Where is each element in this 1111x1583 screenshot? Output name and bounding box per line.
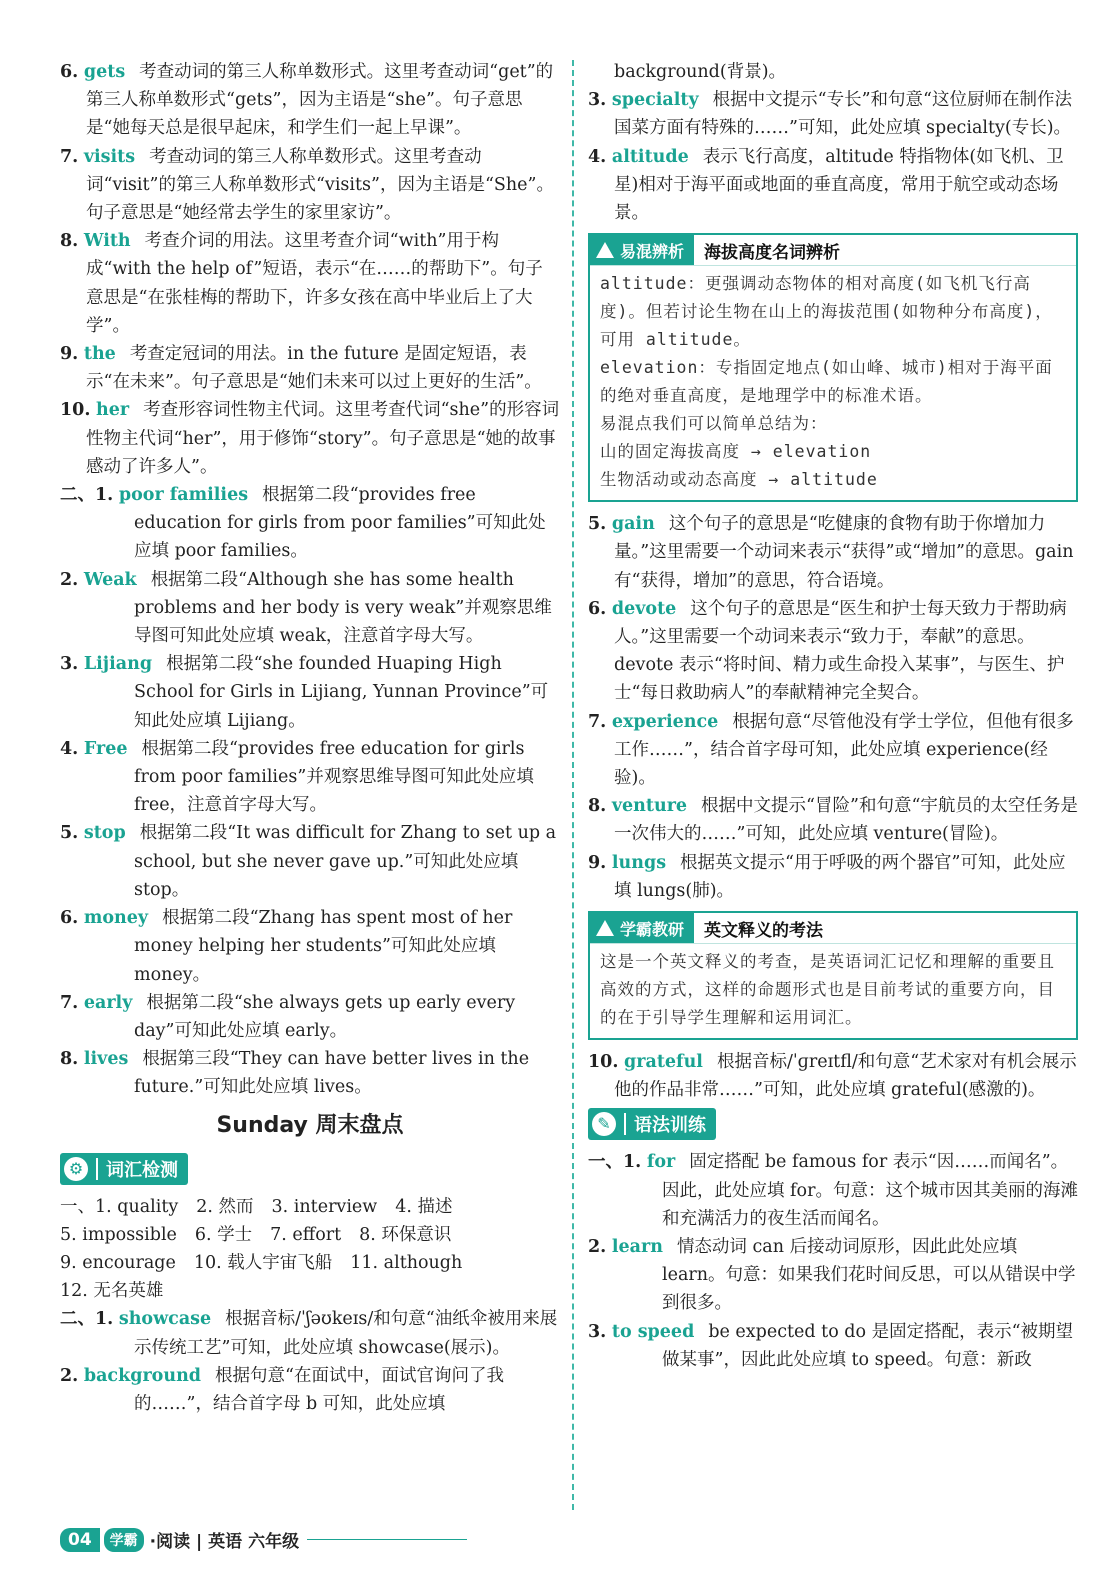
vocab-answer: 3. interview	[271, 1196, 378, 1217]
answer-word: Free	[83, 738, 128, 759]
grammar-section-label: 语法训练	[634, 1115, 706, 1137]
box-title: 英文释义的考法	[704, 920, 824, 941]
continued-answer: background(背景)。	[614, 62, 787, 82]
answer-word: poor families	[118, 485, 249, 506]
explanation-text: 考查动词的第三人称单数形式。这里考查动词“get”的第三人称单数形式“gets”，因为主语是“she”。句子意思是“她每天总是很早起床，和学生们一起上早课”。	[86, 62, 554, 139]
answer-item	[588, 708, 1078, 793]
answer-item	[60, 58, 560, 143]
answer-item	[60, 396, 560, 481]
answer-item	[60, 1045, 560, 1101]
item-number: 6.	[60, 62, 79, 82]
explanation-text: 根据中文提示“冒险”和句意“宇航员的太空任务是一次伟大的……”可知，此处应填 venture(冒险)。	[614, 796, 1078, 845]
answer-word: With	[83, 231, 131, 252]
item-number: 5.	[60, 823, 79, 844]
answer-item	[60, 143, 560, 228]
vocab-answer: 2. 然而	[196, 1196, 254, 1217]
item-number: 2.	[60, 569, 79, 590]
answer-word: for	[646, 1152, 676, 1173]
item-number: 3.	[60, 654, 79, 675]
explanation-text: 考查动词的第三人称单数形式。这里考查动词“visit”的第三人称单数形式“visits”，因为主语是“She”。句子意思是“她经常去学生的家里家访”。	[86, 146, 554, 224]
answer-word: to speed	[611, 1321, 695, 1342]
item-number: 8.	[60, 231, 79, 252]
vocab-list	[60, 1193, 560, 1306]
box-line: 易混点我们可以简单总结为：	[600, 414, 828, 434]
item-number: 10.	[588, 1052, 619, 1073]
vocab-answer: 5. impossible	[60, 1224, 177, 1245]
vocab-answer: 9. encourage	[60, 1252, 176, 1273]
answer-word: money	[83, 908, 149, 929]
answer-item	[588, 849, 1078, 905]
answer-word: stop	[83, 823, 126, 844]
explanation-text: 这个句子的意思是“吃健康的食物有助于你增加力量。”这里需要一个动词来表示“获得”或“增加”的意思。gain 有“获得，增加”的意思，符合语境。	[614, 514, 1074, 591]
item-number: 4.	[588, 146, 607, 167]
answer-word: Weak	[83, 569, 137, 590]
explanation-text: 根据第二段“Zhang has spent most of her money helping her students”可知此处应填 money。	[134, 908, 513, 985]
answer-item	[60, 481, 560, 566]
vocab-row	[60, 1221, 560, 1249]
answer-item	[60, 1362, 560, 1418]
item-number: 2.	[60, 1365, 79, 1386]
explanation-text: 根据第二段“provides free education for girls from poor families”并观察思维导图可知此处应填 free，注意首字母大写。	[134, 738, 534, 816]
item-number: 6.	[60, 908, 79, 929]
item-number: 7.	[588, 711, 607, 732]
item-number: 4.	[60, 738, 79, 759]
item-number: 2.	[588, 1237, 607, 1258]
answer-item	[588, 143, 1078, 228]
answer-item	[60, 989, 560, 1045]
section-prefix: 一、	[588, 1152, 623, 1173]
explanation-text: 根据第二段“she founded Huaping High School for Girls in Lijiang, Yunnan Province”可知此处应填 Lijiang。	[134, 654, 549, 731]
item-number: 8.	[60, 1049, 79, 1070]
warning-icon	[596, 920, 614, 936]
vocab-section-header	[60, 1153, 188, 1185]
item-number: 3.	[588, 1321, 607, 1342]
vocab-answer: 8. 环保意识	[359, 1224, 452, 1245]
item-number: 3.	[588, 90, 607, 111]
answer-item	[60, 650, 560, 735]
footer-text: ·阅读 | 英语 六年级	[149, 1532, 300, 1552]
box-line: 山的固定海拔高度 → elevation	[600, 442, 872, 462]
answer-word: her	[96, 400, 130, 421]
answer-word: gain	[611, 514, 655, 535]
explanation-text: 根据第二段“It was difficult for Zhang to set up a school, but she never gave up.”可知此处应填 stop。	[134, 823, 557, 900]
answer-item	[60, 735, 560, 820]
grammar-section-header	[588, 1108, 716, 1140]
vocab-answer: 12. 无名英雄	[60, 1281, 164, 1302]
explanation-text: 根据音标/ˈʃəʊkeɪs/和句意“油纸伞被用来展示传统工艺”可知，此处应填 showcase(展示)。	[134, 1309, 558, 1358]
item-number: 9.	[588, 852, 607, 873]
answer-word: learn	[611, 1237, 663, 1258]
answer-item	[60, 566, 560, 651]
vocab-answer: 4. 描述	[395, 1196, 453, 1217]
item-number: 10.	[60, 400, 91, 421]
answer-item	[60, 227, 560, 340]
box-tag: 学霸教研	[620, 919, 685, 939]
explanation-text: 根据英文提示“用于呼吸的两个器官”可知，此处应填 lungs(肺)。	[614, 852, 1066, 901]
right-column	[588, 58, 1078, 1374]
answer-word: showcase	[118, 1309, 212, 1330]
explanation-text: 考查介词的用法。这里考查介词“with”用于构成“with the help of”短语，表示“在……的帮助下”。句子意思是“在张桂梅的帮助下，许多女孩在高中毕业后上了大学”。	[86, 231, 543, 336]
explanation-text: 考查定冠词的用法。in the future 是固定短语，表示“在未来”。句子意思是“她们未来可以过上更好的生活”。	[86, 344, 542, 393]
confusion-box	[588, 233, 1078, 502]
vocab-answer: 11. although	[350, 1252, 463, 1273]
explanation-text: 根据第三段“They can have better lives in the future.”可知此处应填 lives。	[134, 1049, 530, 1098]
box-line: 这是一个英文释义的考查，是英语词汇记忆和理解的重要且高效的方式，这样的命题形式也是目前考试的重要方向，目的在于引导学生理解和运用词汇。	[600, 952, 1055, 1028]
answer-word: lives	[83, 1049, 129, 1070]
explanation-text: 根据第二段“provides free education for girls from poor families”可知此处应填 poor families。	[134, 485, 546, 562]
answer-item	[588, 1318, 1078, 1374]
explanation-text: 根据音标/ˈɡreɪtfl/和句意“艺术家对有机会展示他的作品非常……”可知，此处应填 grateful(感激的)。	[614, 1052, 1077, 1101]
box-line: 生物活动或动态高度 → altitude	[600, 470, 878, 490]
warning-icon	[596, 242, 614, 258]
item-number: 1.	[623, 1152, 642, 1173]
explanation-text: 表示飞行高度，altitude 特指物体(如飞机、卫星)相对于海平面或地面的垂直高度，常用于航空或动态场景。	[614, 146, 1064, 224]
answer-item	[588, 1233, 1078, 1318]
answer-item	[60, 340, 560, 396]
answer-word: visits	[83, 146, 136, 167]
answer-item	[588, 792, 1078, 848]
explanation-text: be expected to do 是固定搭配，表示“被期望做某事”，因此此处应填 to speed。句意：新政	[662, 1321, 1074, 1370]
vocab-row	[60, 1249, 560, 1277]
explanation-text: 根据第二段“she always gets up early every day”可知此处应填 early。	[134, 992, 516, 1041]
box-title: 海拔高度名词辨析	[704, 242, 841, 263]
research-box	[588, 911, 1078, 1040]
answer-word: altitude	[611, 146, 689, 167]
page-footer	[60, 1527, 467, 1552]
item-number: 8.	[588, 796, 607, 817]
explanation-text: 固定搭配 be famous for 表示“因……而闻名”。因此，此处应填 for。句意：这个城市因其美丽的海滩和充满活力的夜生活而闻名。	[662, 1152, 1078, 1229]
explanation-text: 根据句意“在面试中，面试官询问了我的……”，结合首字母 b 可知，此处应填	[134, 1365, 504, 1414]
answer-item	[60, 1305, 560, 1361]
vocab-row	[60, 1193, 560, 1221]
box-tag: 易混辨析	[620, 241, 685, 261]
tools-icon: ✎	[592, 1112, 616, 1136]
vocab-answer: 6. 学士	[194, 1224, 253, 1245]
vocab-answer: 10. 载人宇宙飞船	[193, 1252, 333, 1273]
section-prefix: 二、	[60, 485, 95, 506]
explanation-text: 根据第二段“Although she has some health problems and her body is very weak”并观察思维导图可知此处应填 weak，注意首字母大写。	[134, 569, 552, 647]
answer-word: experience	[611, 711, 719, 732]
explanation-text: 情态动词 can 后接动词原形，因此此处应填 learn。句意：如果我们花时间反思，可以从错误中学到很多。	[662, 1237, 1076, 1314]
section-prefix: 二、	[60, 1309, 95, 1330]
answer-word: lungs	[611, 852, 667, 873]
answer-item	[588, 86, 1078, 142]
item-number: 7.	[60, 992, 79, 1013]
item-number: 1.	[95, 1309, 114, 1330]
answer-item	[588, 595, 1078, 708]
answer-item	[588, 510, 1078, 595]
item-number: 1.	[95, 485, 114, 506]
answer-item	[60, 904, 560, 989]
answer-item	[588, 1048, 1078, 1104]
answer-word: Lijiang	[83, 654, 153, 675]
answer-word: background	[83, 1365, 202, 1386]
answer-word: gets	[83, 62, 126, 82]
answer-item	[588, 1148, 1078, 1233]
vocab-answer: 一、1. quality	[60, 1196, 179, 1217]
answer-word: grateful	[624, 1052, 703, 1073]
answer-word: devote	[611, 598, 677, 619]
explanation-text: 根据中文提示“专长”和句意“这位厨师在制作法国菜方面有特殊的……”可知，此处应填 specialty(专长)。	[614, 90, 1072, 139]
answer-word: the	[83, 344, 116, 365]
vocab-section-label: 词汇检测	[106, 1159, 178, 1181]
left-column	[60, 58, 560, 1418]
item-number: 9.	[60, 344, 79, 365]
sunday-title: Sunday 周末盘点	[216, 1112, 404, 1138]
gear-icon: ⚙	[64, 1157, 88, 1181]
item-number: 6.	[588, 598, 607, 619]
item-number: 5.	[588, 514, 607, 535]
answer-word: early	[83, 992, 133, 1013]
box-line: elevation：专指固定地点(如山峰、城市)相对于海平面的绝对垂直高度，是地理学中的标准术语。	[600, 358, 1053, 406]
explanation-text: 考查形容词性物主代词。这里考查代词“she”的形容词性物主代词“her”，用于修饰“story”。句子意思是“她的故事感动了许多人”。	[86, 400, 560, 477]
item-number: 7.	[60, 146, 79, 167]
explanation-text: 根据句意“尽管他没有学士学位，但他有很多工作……”，结合首字母可知，此处应填 experience(经验)。	[614, 711, 1074, 789]
box-line: altitude：更强调动态物体的相对高度(如飞机飞行高度)。但若讨论生物在山上的海拔范围(如物种分布高度)，可用 altitude。	[600, 274, 1053, 350]
answer-word: venture	[611, 796, 688, 817]
vocab-row	[60, 1277, 560, 1305]
brand-logo: 学霸	[104, 1528, 144, 1552]
answer-word: specialty	[611, 90, 699, 111]
answer-item	[60, 819, 560, 904]
vocab-answer: 7. effort	[270, 1224, 342, 1245]
column-divider	[572, 60, 574, 1510]
page-number: 04	[60, 1528, 100, 1552]
explanation-text: 这个句子的意思是“医生和护士每天致力于帮助病人。”这里需要一个动词来表示“致力于，奉献”的意思。devote 表示“将时间、精力或生命投入某事”，与医生、护士“每日救助病人”的奉献精神完全契合。	[614, 598, 1067, 704]
